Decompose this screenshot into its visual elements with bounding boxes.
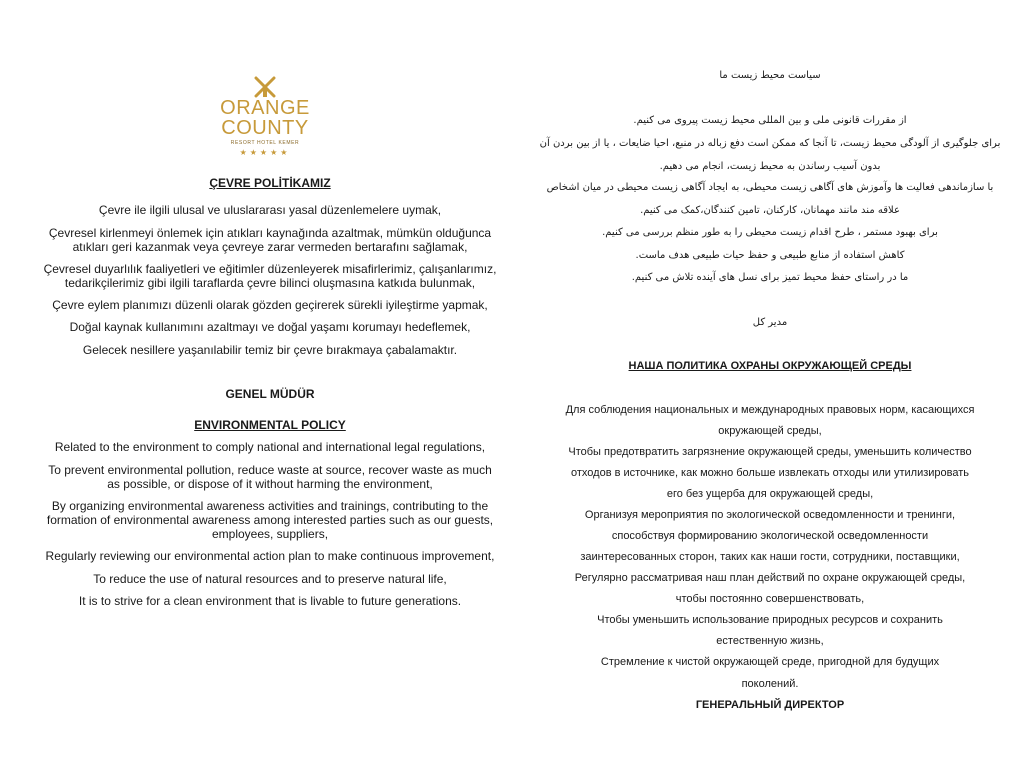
text-line: Для соблюдения национальных и международных правовых норм, касающихся [565, 404, 975, 416]
text-line: Чтобы уменьшить использование природных ресурсов и сохранить [597, 614, 943, 626]
english-p2 [20, 463, 520, 491]
text-line: برای جلوگیری از آلودگی محیط زیست، تا آنجا که ممکن است دفع زباله در منبع، احیا ضایعات ، یا از بین بردن آن [539, 138, 1001, 149]
text-line: atıkları geri kazanmak veya çevreye zarar vermeden bertarafını sağlamak, [72, 240, 468, 254]
text-line: employees, suppliers, [211, 527, 329, 541]
persian-line-3 [520, 160, 1020, 174]
text-line: Организуя мероприятия по экологической осведомленности и тренинги, [584, 509, 956, 521]
russian-signature-block [520, 698, 1020, 712]
text-line: علاقه مند مانند مهمانان، کارکنان، تامین کنندگان،کمک می کنیم. [640, 205, 900, 216]
persian-line-8 [520, 271, 1020, 285]
text-line: Çevresel kirlenmeyi önlemek için atıkları kaynağında azaltmak, mümkün olduğunca [48, 226, 492, 240]
logo-line-2: COUNTY [221, 117, 309, 139]
text-line: естественную жизнь, [716, 635, 824, 647]
english-title-block [20, 418, 520, 432]
text-line: It is to strive for a clean environment that is livable to future generations. [78, 594, 462, 608]
russian-line-7 [520, 529, 1020, 543]
logo-subtitle: RESORT HOTEL KEMER [230, 140, 300, 146]
text-line: Doğal kaynak kullanımını azaltmayı ve doğal yaşamı korumayı hedeflemek, [69, 320, 471, 334]
text-line: بدون آسیب رساندن به محیط زیست، انجام می دهیم. [659, 161, 881, 172]
text-line: Çevresel duyarlılık faaliyetleri ve eğitimler düzenleyerek misafirlerimiz, çalışanlarımız, [43, 262, 497, 276]
russian-line-13 [520, 655, 1020, 669]
persian-title-block [520, 69, 1020, 83]
text-line: برای بهبود مستمر ، طرح اقدام زیست محیطی را به طور منظم بررسی می کنیم. [602, 227, 938, 238]
persian-line-2 [520, 137, 1020, 151]
russian-line-12 [520, 634, 1020, 648]
text-line: окружающей среды, [718, 425, 822, 437]
text-line: Чтобы предотвратить загрязнение окружающей среды, уменьшить количество [568, 446, 972, 458]
text-line: as possible, or dispose of it without harming the environment, [107, 477, 433, 491]
turkish-p3 [20, 262, 520, 290]
text-line: To reduce the use of natural resources and to preserve natural life, [93, 572, 447, 586]
russian-line-10 [520, 592, 1020, 606]
persian-line-6 [520, 226, 1020, 240]
text-line: با سازماندهی فعالیت ها وآموزش های آگاهی زیست محیطی، به ایجاد آگاهی زیست محیطی در میان اشخاص [546, 182, 994, 193]
russian-line-4 [520, 466, 1020, 480]
text-line: Çevre ile ilgili ulusal ve uluslararası yasal düzenlemelere uymak, [98, 203, 442, 217]
russian-line-3 [520, 445, 1020, 459]
text-line: کاهش استفاده از منابع طبیعی و حفظ حیات طبیعی هدف ماست. [635, 250, 905, 261]
turkish-signature: GENEL MÜDÜR [225, 387, 315, 401]
text-line: ما در راستای حفظ محیط تمیز برای نسل های آینده تلاش می کنیم. [631, 272, 909, 283]
text-line: To prevent environmental pollution, reduce waste at source, recover waste as much [48, 463, 492, 477]
russian-line-2 [520, 424, 1020, 438]
hotel-logo [200, 76, 330, 156]
turkish-signature-block [20, 387, 520, 401]
english-p5 [20, 572, 520, 586]
russian-line-8 [520, 550, 1020, 564]
russian-signature: ГЕНЕРАЛЬНЫЙ ДИРЕКТОР [695, 699, 845, 711]
persian-line-1 [520, 114, 1020, 128]
text-line: отходов в источнике, как можно больше извлекать отходы или утилизировать [571, 467, 969, 479]
english-p1 [20, 440, 520, 454]
text-line: formation of environmental awareness among interested parties such as our guests, [46, 513, 494, 527]
russian-line-6 [520, 508, 1020, 522]
persian-title: سیاست محیط زیست ما [719, 70, 821, 81]
text-line: Стремление к чистой окружающей среде, пригодной для будущих [600, 656, 940, 668]
russian-line-5 [520, 487, 1020, 501]
turkish-p6 [20, 343, 520, 357]
persian-signature: مدیر کل [752, 317, 788, 328]
text-line: از مقررات قانونی ملی و بین المللی محیط زیست پیروی می کنیم. [633, 115, 907, 126]
english-p4 [20, 549, 520, 563]
persian-line-4 [520, 181, 1020, 195]
english-title: ENVIRONMENTAL POLICY [194, 418, 346, 432]
text-line: By organizing environmental awareness activities and trainings, contributing to the [51, 499, 489, 513]
windmill-icon [252, 76, 278, 98]
english-p6 [20, 594, 520, 608]
text-line: заинтересованных сторон, таких как наши гости, сотрудники, поставщики, [580, 551, 960, 563]
turkish-p5 [20, 320, 520, 334]
text-line: Related to the environment to comply national and international legal regulations, [54, 440, 486, 454]
text-line: Çevre eylem planımızı düzenli olarak gözden geçirerek sürekli iyileştirme yapmak, [52, 298, 488, 312]
turkish-p4 [20, 298, 520, 312]
logo-line-1: ORANGE [220, 97, 310, 119]
russian-line-9 [520, 571, 1020, 585]
persian-line-5 [520, 204, 1020, 218]
text-line: поколений. [741, 678, 799, 690]
text-line: Regularly reviewing our environmental action plan to make continuous improvement, [45, 549, 495, 563]
turkish-title: ÇEVRE POLİTİKAMIZ [209, 176, 331, 190]
russian-title-block [520, 359, 1020, 373]
logo-stars: ★★★★★ [239, 148, 291, 157]
turkish-p1 [20, 203, 520, 217]
text-line: tedarikçilerimiz gibi ilgili taraflarda çevre bilinci oluşmasına katkıda bulunmak, [64, 276, 476, 290]
turkish-p2 [20, 226, 520, 254]
text-line: Gelecek nesillere yaşanılabilir temiz bir çevre bırakmaya çabalamaktır. [82, 343, 458, 357]
russian-line-1 [520, 403, 1020, 417]
text-line: чтобы постоянно совершенствовать, [675, 593, 865, 605]
turkish-title-block [20, 176, 520, 190]
russian-title: НАША ПОЛИТИКА ОХРАНЫ ОКРУЖАЮЩЕЙ СРЕДЫ [628, 360, 912, 372]
text-line: способствуя формированию экологической осведомленности [611, 530, 929, 542]
text-line: Регулярно рассматривая наш план действий по охране окружающей среды, [574, 572, 966, 584]
persian-line-7 [520, 249, 1020, 263]
english-p3 [20, 499, 520, 541]
persian-signature-block [520, 316, 1020, 330]
text-line: его без ущерба для окружающей среды, [666, 488, 874, 500]
russian-line-11 [520, 613, 1020, 627]
russian-line-14 [520, 677, 1020, 691]
